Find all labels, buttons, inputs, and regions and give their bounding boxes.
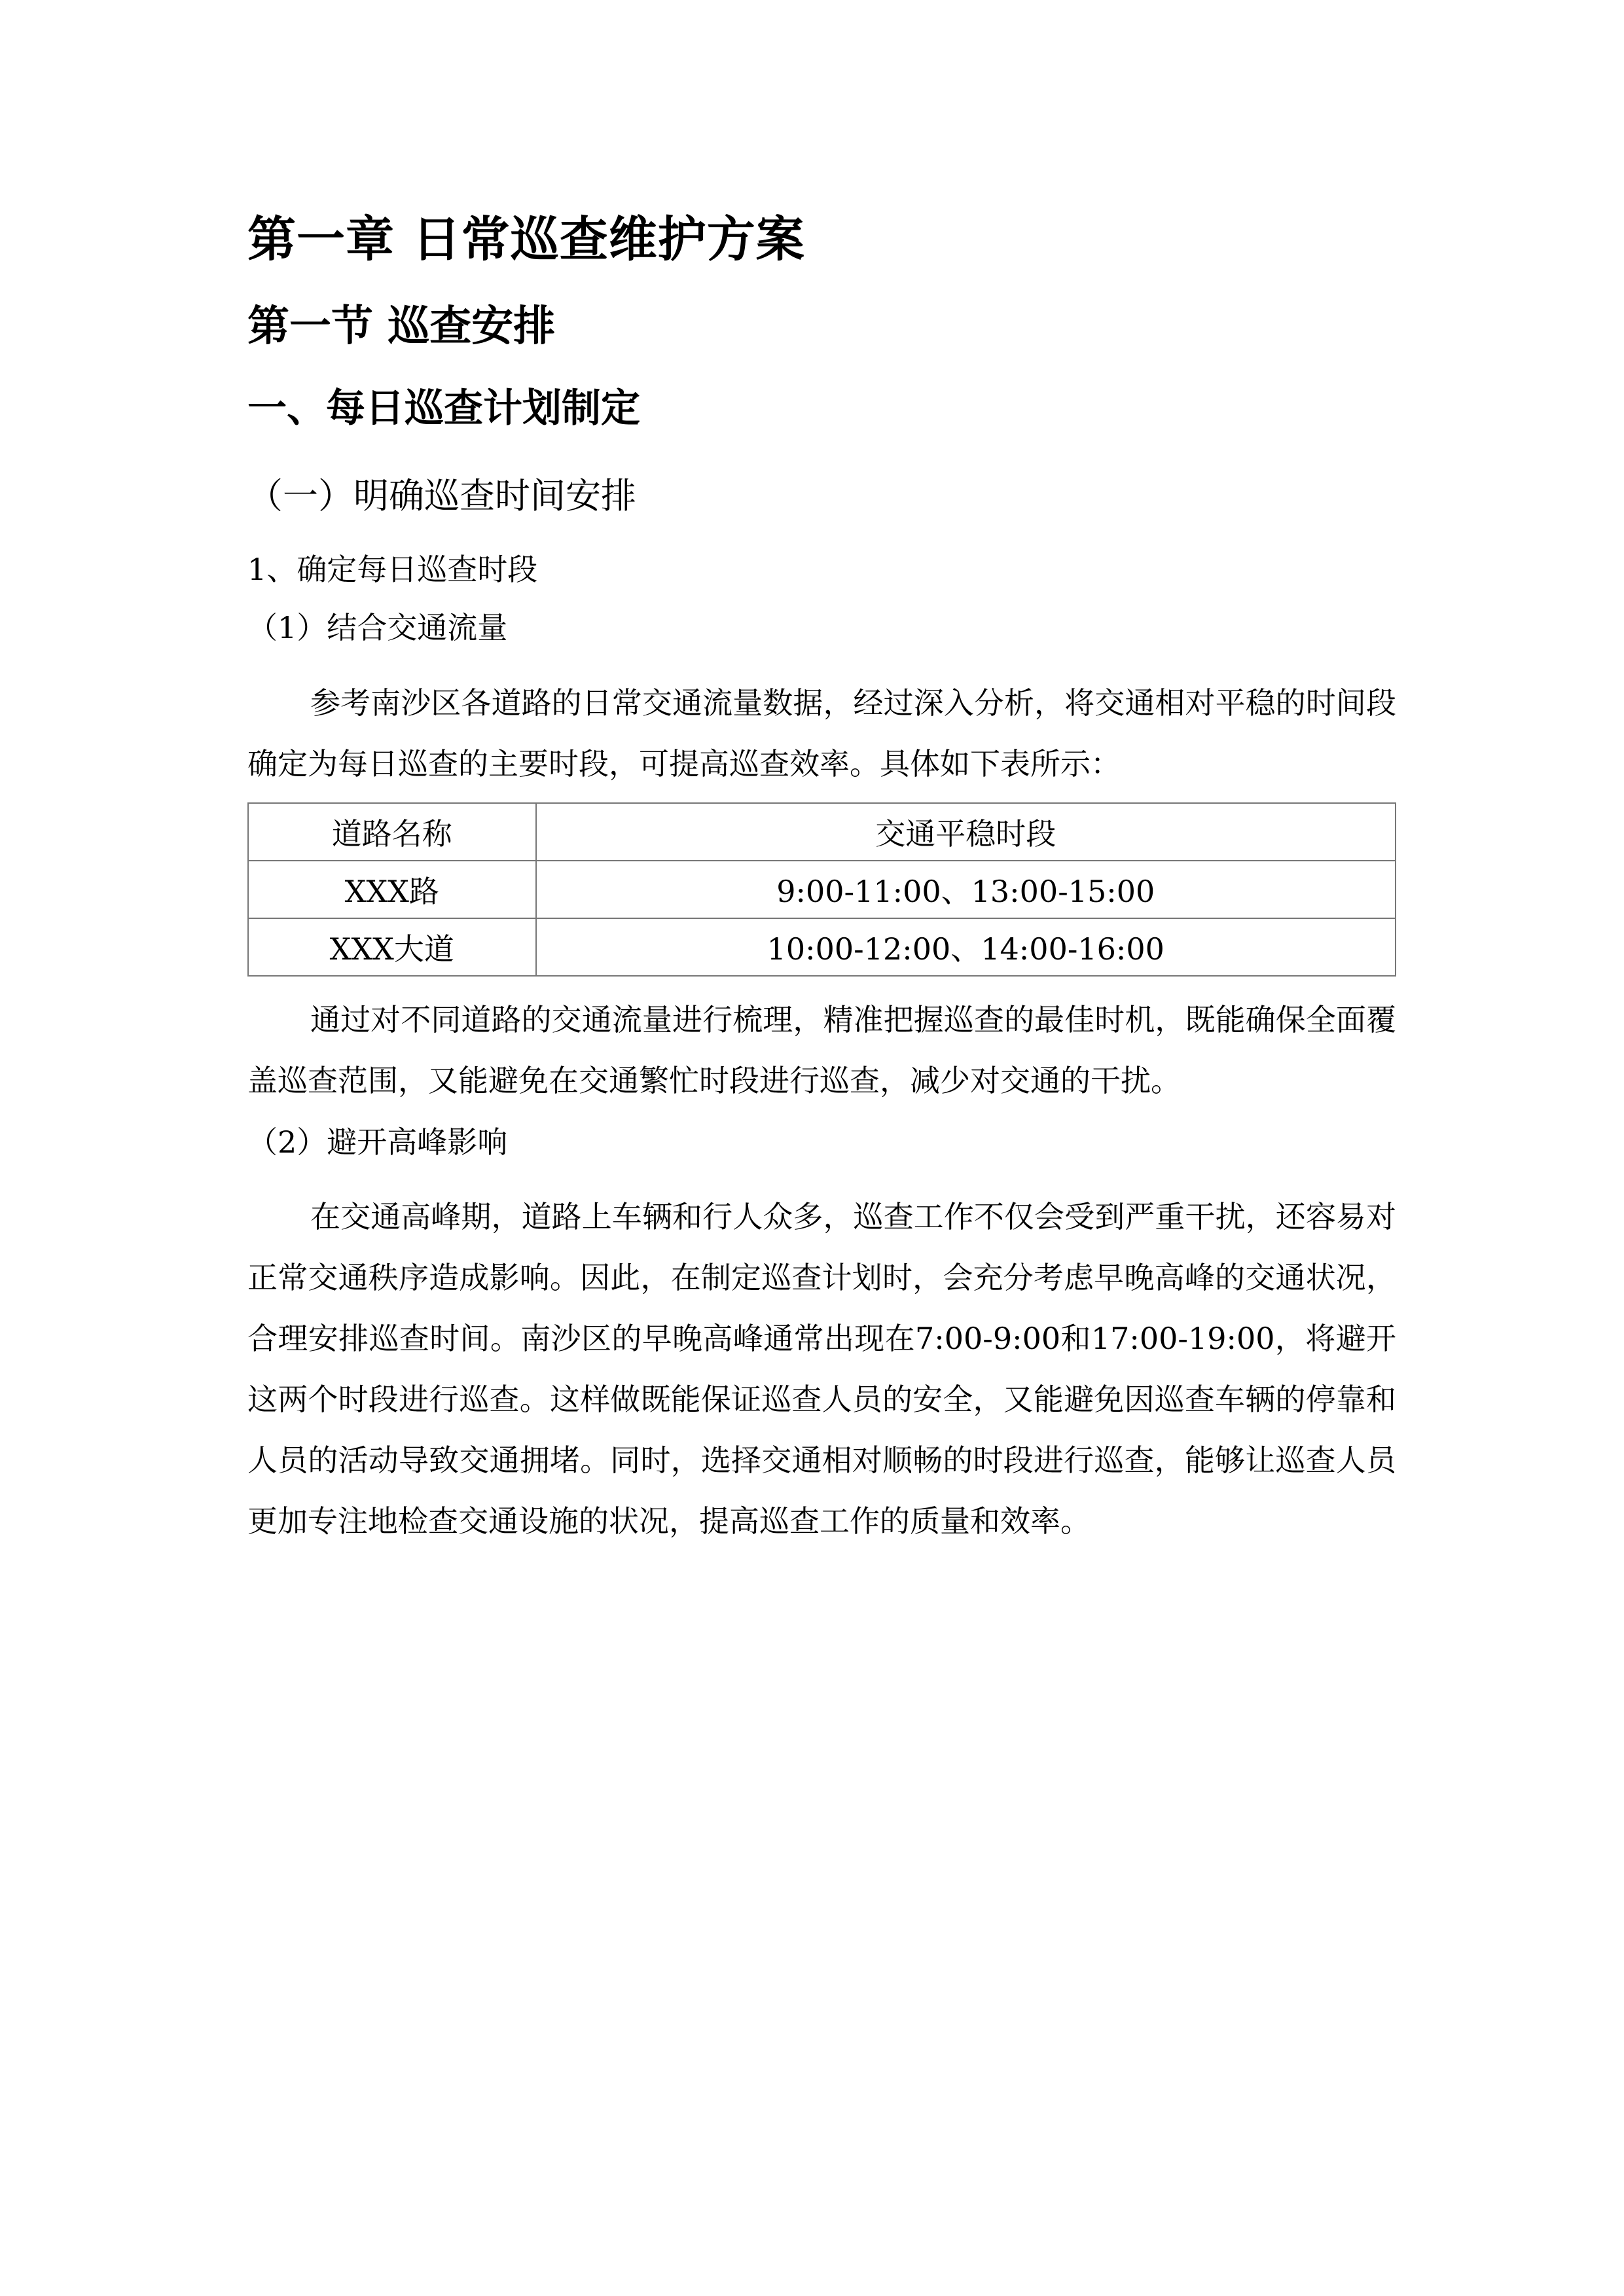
table-header-row [248,803,1396,861]
subsub-title: （一）明确巡查时间安排 [247,475,636,516]
table-row [248,918,1396,976]
table-header-cell: 交通平稳时段 [536,803,1396,861]
document-content [247,209,1396,1560]
table-row [248,861,1396,918]
section-title: 第一节 巡查安排 [247,302,556,351]
subsection-title: 一、每日巡查计划制定 [247,385,640,431]
sub-item-1: （1）结合交通流量 [247,610,508,646]
table-cell: 9:00-11:00、13:00-15:00 [536,861,1396,918]
sub-item-2: （2）避开高峰影响 [247,1124,508,1160]
table-header-cell: 道路名称 [248,803,536,861]
patrol-time-table [247,802,1396,977]
table-cell: 10:00-12:00、14:00-16:00 [536,918,1396,976]
paragraph-3: 在交通高峰期，道路上车辆和行人众多，巡查工作不仅会受到严重干扰，还容易对正常交通秩序造成影响。因此，在制定巡查计划时，会充分考虑早晚高峰的交通状况，合理安排巡查时间。南沙区的早晚高峰通常出现在7:00-9:00和17:00-19:00，将避开这两个时段进行巡查。这样做既能保证巡查人员的安全，又能避免因巡查车辆的停靠和人员的活动导致交通拥堵。同时，选择交通相对顺畅的时段进行巡查，能够让巡查人员更加专注地检查交通设施的状况，提高巡查工作的质量和效率。 [247,1198,1396,1539]
paragraph-2: 通过对不同道路的交通流量进行梳理，精准把握巡查的最佳时机，既能确保全面覆盖巡查范围，又能避免在交通繁忙时段进行巡查，减少对交通的干扰。 [247,1001,1396,1098]
paragraph-1: 参考南沙区各道路的日常交通流量数据，经过深入分析，将交通相对平稳的时间段确定为每日巡查的主要时段，可提高巡查效率。具体如下表所示： [247,685,1396,781]
table-cell: XXX大道 [248,918,536,976]
table-cell: XXX路 [248,861,536,918]
chapter-title: 第一章 日常巡查维护方案 [247,211,805,268]
item-title: 1、确定每日巡查时段 [247,552,538,587]
